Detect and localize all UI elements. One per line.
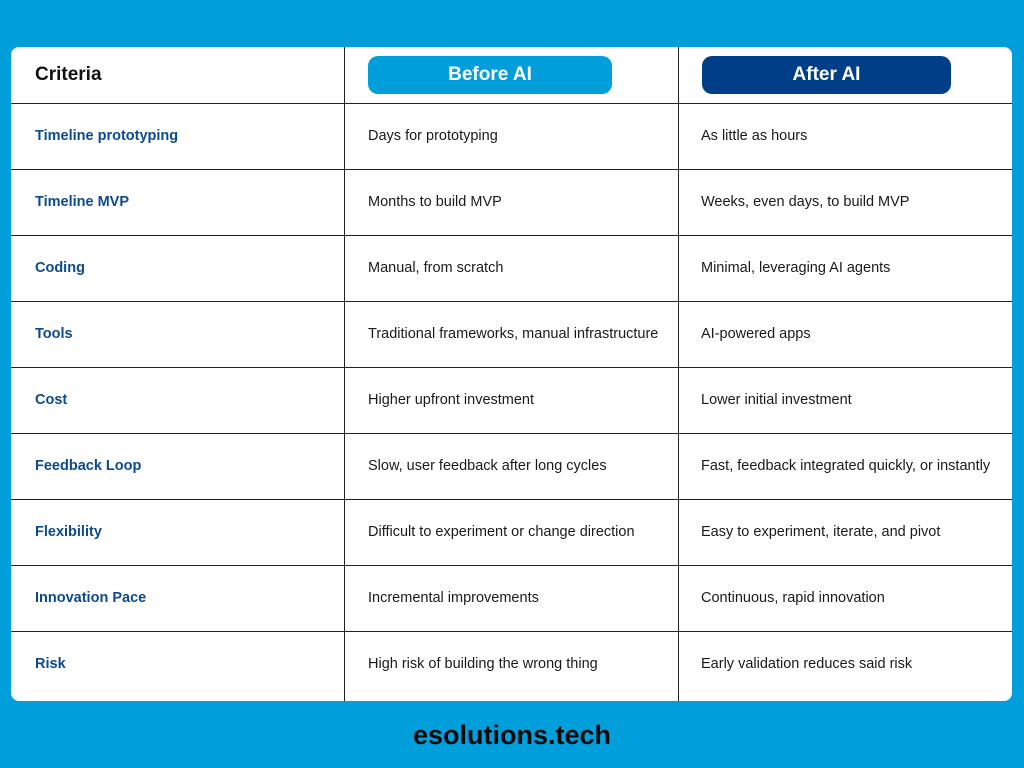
- before-ai-cell: Manual, from scratch: [368, 259, 504, 276]
- brand-footer: esolutions.tech: [412, 720, 612, 750]
- after-ai-cell: Lower initial investment: [701, 391, 852, 408]
- before-ai-cell: Incremental improvements: [368, 589, 539, 606]
- table-row: [11, 301, 1012, 367]
- before-ai-cell: Months to build MVP: [368, 193, 502, 210]
- table-row: [11, 235, 1012, 301]
- before-ai-cell: Traditional frameworks, manual infrastructure: [368, 325, 659, 342]
- after-ai-cell: Minimal, leveraging AI agents: [701, 259, 891, 276]
- after-ai-cell: Weeks, even days, to build MVP: [701, 193, 910, 210]
- table-header: [11, 47, 1012, 103]
- criteria-cell: Coding: [35, 259, 85, 276]
- before-ai-cell: Higher upfront investment: [368, 391, 535, 408]
- criteria-cell: Innovation Pace: [35, 589, 147, 606]
- table-row: [11, 499, 1012, 565]
- table-row: [11, 631, 1012, 697]
- before-ai-cell: Slow, user feedback after long cycles: [368, 457, 607, 474]
- after-ai-cell: Easy to experiment, iterate, and pivot: [701, 523, 941, 540]
- after-ai-column-header: After AI: [702, 56, 951, 94]
- after-ai-cell: Early validation reduces said risk: [701, 655, 913, 672]
- criteria-cell: Timeline prototyping: [35, 127, 179, 144]
- table-row: [11, 565, 1012, 631]
- comparison-table: [11, 47, 1012, 701]
- after-ai-cell: AI-powered apps: [701, 325, 811, 342]
- before-ai-column-header: Before AI: [368, 56, 612, 94]
- before-ai-cell: Difficult to experiment or change direction: [368, 523, 635, 540]
- after-ai-cell: Continuous, rapid innovation: [701, 589, 885, 606]
- before-ai-cell: High risk of building the wrong thing: [368, 655, 598, 672]
- criteria-cell: Tools: [35, 325, 73, 342]
- criteria-cell: Cost: [35, 391, 68, 408]
- criteria-column-header: Criteria: [35, 64, 102, 85]
- criteria-cell: Risk: [35, 655, 66, 672]
- criteria-cell: Timeline MVP: [35, 193, 130, 210]
- table-row: [11, 433, 1012, 499]
- after-ai-cell: Fast, feedback integrated quickly, or instantly: [701, 457, 991, 474]
- after-ai-cell: As little as hours: [701, 127, 808, 144]
- criteria-cell: Feedback Loop: [35, 457, 142, 474]
- table-row: [11, 367, 1012, 433]
- before-ai-cell: Days for prototyping: [368, 127, 498, 144]
- table-row: [11, 169, 1012, 235]
- criteria-cell: Flexibility: [35, 523, 102, 540]
- table-row: [11, 103, 1012, 169]
